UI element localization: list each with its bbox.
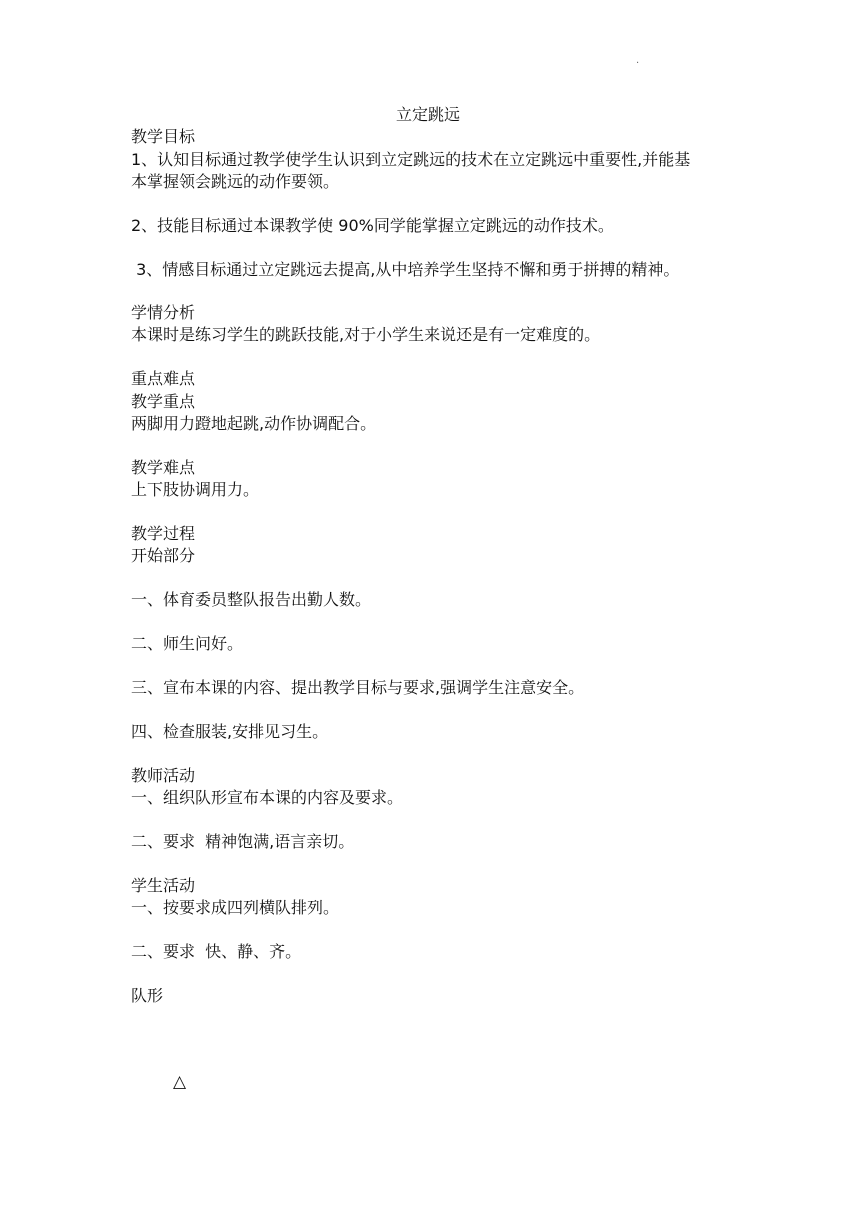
triangle-icon: △ — [173, 1072, 187, 1092]
subheading-teaching-focus: 教学重点 — [131, 392, 196, 411]
student-activity-1: 一、按要求成四列横队排列。 — [131, 898, 340, 917]
document-title: 立定跳远 — [396, 105, 461, 124]
subheading-teaching-difficulty: 教学难点 — [131, 458, 196, 477]
heading-teacher-activity: 教师活动 — [131, 766, 196, 785]
heading-student-activity: 学生活动 — [131, 876, 196, 895]
heading-key-points: 重点难点 — [131, 369, 196, 388]
goal-2: 2、技能目标通过本课教学使 90%同学能掌握立定跳远的动作技术。 — [131, 216, 614, 235]
heading-student-analysis: 学情分析 — [131, 303, 196, 322]
process-step-1: 一、体育委员整队报告出勤人数。 — [131, 590, 372, 609]
teaching-focus-text: 两脚用力蹬地起跳,动作协调配合。 — [131, 414, 377, 433]
subheading-opening-part: 开始部分 — [131, 546, 196, 565]
process-step-3: 三、宣布本课的内容、提出教学目标与要求,强调学生注意安全。 — [131, 678, 585, 697]
teaching-difficulty-text: 上下肢协调用力。 — [131, 480, 260, 499]
goal-1-line-1: 1、认知目标通过教学使学生认识到立定跳远的技术在立定跳远中重要性,并能基 — [131, 150, 691, 169]
teacher-activity-1: 一、组织队形宣布本课的内容及要求。 — [131, 788, 404, 807]
heading-teaching-process: 教学过程 — [131, 524, 196, 543]
teacher-activity-2: 二、要求 精神饱满,语言亲切。 — [131, 832, 355, 851]
heading-teaching-goals: 教学目标 — [131, 127, 196, 146]
process-step-2: 二、师生问好。 — [131, 634, 244, 653]
student-activity-2: 二、要求 快、静、齐。 — [131, 942, 302, 961]
heading-formation: 队形 — [131, 986, 164, 1005]
goal-3: 3、情感目标通过立定跳远去提高,从中培养学生坚持不懈和勇于拼搏的精神。 — [131, 260, 680, 279]
student-analysis-text: 本课时是练习学生的跳跃技能,对于小学生来说还是有一定难度的。 — [131, 325, 601, 344]
page-mark: . — [636, 55, 640, 66]
goal-1-line-2: 本掌握领会跳远的动作要领。 — [131, 172, 340, 191]
process-step-4: 四、检查服装,安排见习生。 — [131, 722, 329, 741]
